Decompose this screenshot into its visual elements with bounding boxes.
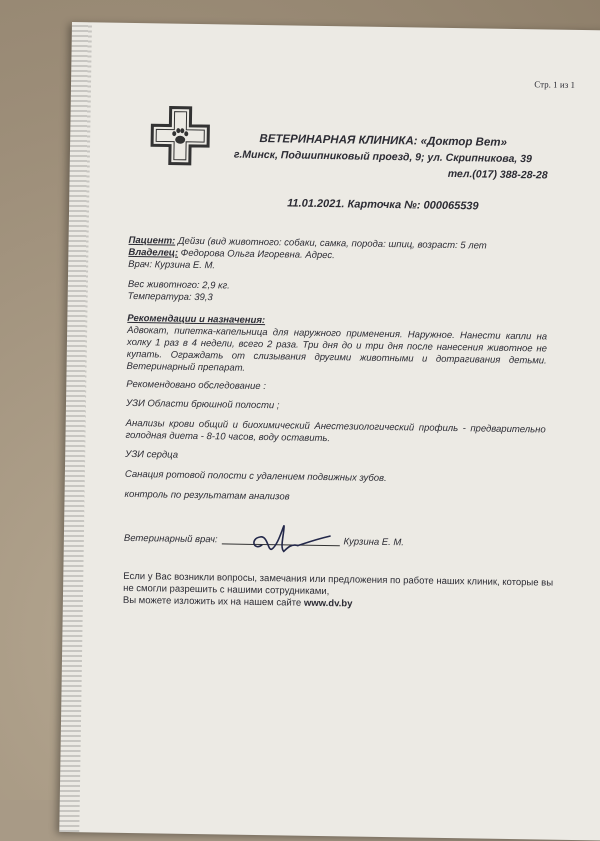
- clinic-header: [218, 130, 549, 183]
- handwritten-signature: [244, 521, 365, 563]
- ultrasound-heart: УЗИ сердца: [125, 448, 179, 461]
- sanitation: Санация ротовой полости с удалением подвижных зубов.: [124, 468, 387, 484]
- control-note: контроль по результатам анализов: [124, 488, 290, 503]
- clinic-name: ВЕТЕРИНАРНАЯ КЛИНИКА: «Доктор Вет»: [259, 132, 507, 149]
- temperature: Температура: 39,3: [127, 290, 213, 304]
- vitals: [128, 279, 548, 310]
- doctor-line: Врач: Курзина Е. М.: [128, 258, 216, 272]
- recommendations-heading: Рекомендации и назначения:: [127, 312, 266, 327]
- recommendations: [126, 313, 547, 380]
- blood-tests: Анализы крови общий и биохимический Анестезиологический профиль - предварительно голодная диета - 8-10 часов, воду оставить.: [125, 417, 546, 445]
- patient-value: Дейзи (вид животного: собаки, самка, порода: шпиц, возраст: 5 лет: [175, 235, 487, 252]
- page-number: Стр. 1 из 1: [534, 79, 576, 90]
- document-sheet: [59, 22, 600, 841]
- clinic-address: г.Минск, Подшипниковый проезд, 9; ул. Скрипникова, 39: [233, 148, 532, 166]
- footer-line1: Если у Вас возникли вопросы, замечания или предложения по работе наших клиник, которые вы не смогли разрешить с нашими сотрудниками,: [123, 570, 554, 598]
- signature-label: Ветеринарный врач:: [123, 532, 218, 546]
- card-title: 11.01.2021. Карточка №: 000065539: [287, 197, 479, 213]
- patient-info: [128, 235, 549, 278]
- ultrasound-abdomen: УЗИ Области брюшной полости ;: [125, 397, 280, 412]
- footer-line2-prefix: Вы можете изложить их на нашем сайте: [122, 594, 304, 609]
- owner-label: Владелец:: [128, 246, 179, 259]
- owner-value: Федорова Ольга Игоревна. Адрес.: [177, 247, 335, 262]
- website-link[interactable]: www.dv.by: [303, 597, 353, 610]
- exam-recommended: Рекомендовано обследование :: [126, 378, 266, 393]
- clinic-logo-icon: [148, 103, 213, 168]
- footer-note: [123, 571, 554, 614]
- signature-name: Курзина Е. М.: [343, 536, 405, 549]
- patient-label: Пациент:: [128, 234, 176, 247]
- clinic-phone: тел.(017) 388-28-28: [447, 167, 548, 182]
- recommendations-text: Адвокат, пипетка-капельница для наружного применения. Наружное. Нанести капли на холку 1 раз в 4 недели, всего 2 раза. Три дня до и три дня после нанесения животное не купать. Ограждать от слизывания другими животными и дотрагивания детьми. Ветеринарный препарат.: [126, 324, 548, 374]
- weight: Вес животного: 2,9 кг.: [127, 278, 230, 292]
